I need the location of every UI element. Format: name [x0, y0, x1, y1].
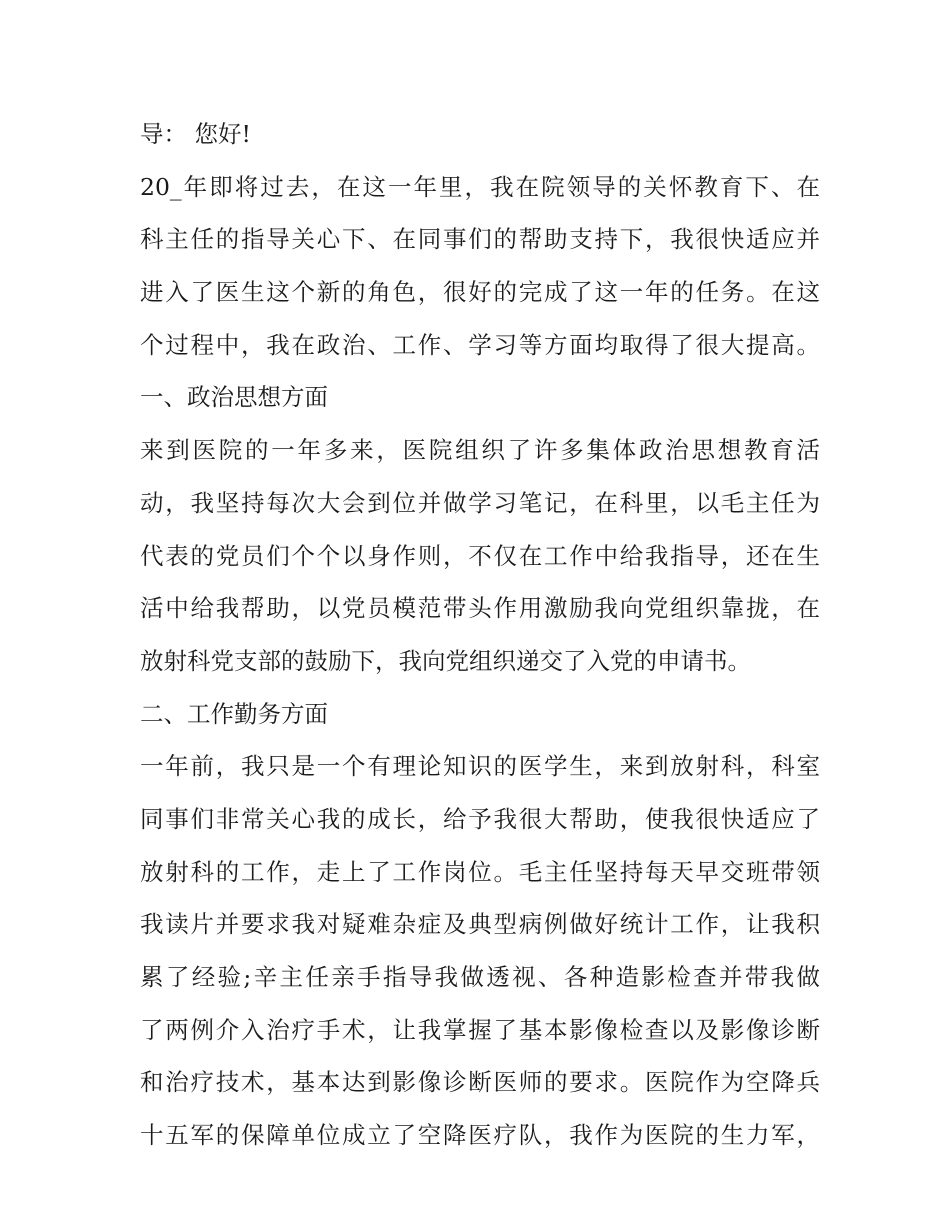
text-line: 来到医院的一年多来，医院组织了许多集体政治思想教育活 [140, 436, 820, 465]
text-line: 代表的党员们个个以身作则，不仅在工作中给我指导，还在生 [140, 541, 820, 570]
text-line: 了两例介入治疗手术，让我掌握了基本影像检查以及影像诊断 [140, 1015, 820, 1044]
text-line: 放射科党支部的鼓励下，我向党组织递交了入党的申请书。 [140, 646, 751, 675]
text-line: 同事们非常关心我的成长，给予我很大帮助，使我很快适应了 [140, 804, 820, 833]
text-line: 十五军的保障单位成立了空降医疗队，我作为医院的生力军， [140, 1121, 820, 1150]
text-line: 一年前，我只是一个有理论知识的医学生，来到放射科，科室 [140, 752, 820, 781]
text-line: 科主任的指导关心下、在同事们的帮助支持下，我很快适应并 [140, 225, 820, 254]
text-line: 累了经验;辛主任亲手指导我做透视、各种造影检查并带我做 [140, 963, 820, 991]
text-line: 导： 您好! [140, 120, 251, 148]
text-line: 放射科的工作，走上了工作岗位。毛主任坚持每天早交班带领 [140, 857, 820, 886]
text-line: 二、工作勤务方面 [140, 699, 328, 728]
text-line: 进入了医生这个新的角色，很好的完成了这一年的任务。在这 [140, 278, 820, 307]
text-line: 动，我坚持每次大会到位并做学习笔记，在科里，以毛主任为 [140, 488, 820, 517]
text-line: 活中给我帮助，以党员模范带头作用激励我向党组织靠拢，在 [140, 594, 820, 623]
text-line: 我读片并要求我对疑难杂症及典型病例做好统计工作，让我积 [140, 910, 820, 939]
text-line: 一、政治思想方面 [140, 383, 328, 412]
text-line: 和治疗技术，基本达到影像诊断医师的要求。医院作为空降兵 [140, 1068, 820, 1097]
document-body [140, 108, 820, 1162]
text-line: 20_年即将过去，在这一年里，我在院领导的关怀教育下、在 [140, 172, 820, 201]
text-line: 个过程中，我在政治、工作、学习等方面均取得了很大提高。 [140, 330, 820, 359]
